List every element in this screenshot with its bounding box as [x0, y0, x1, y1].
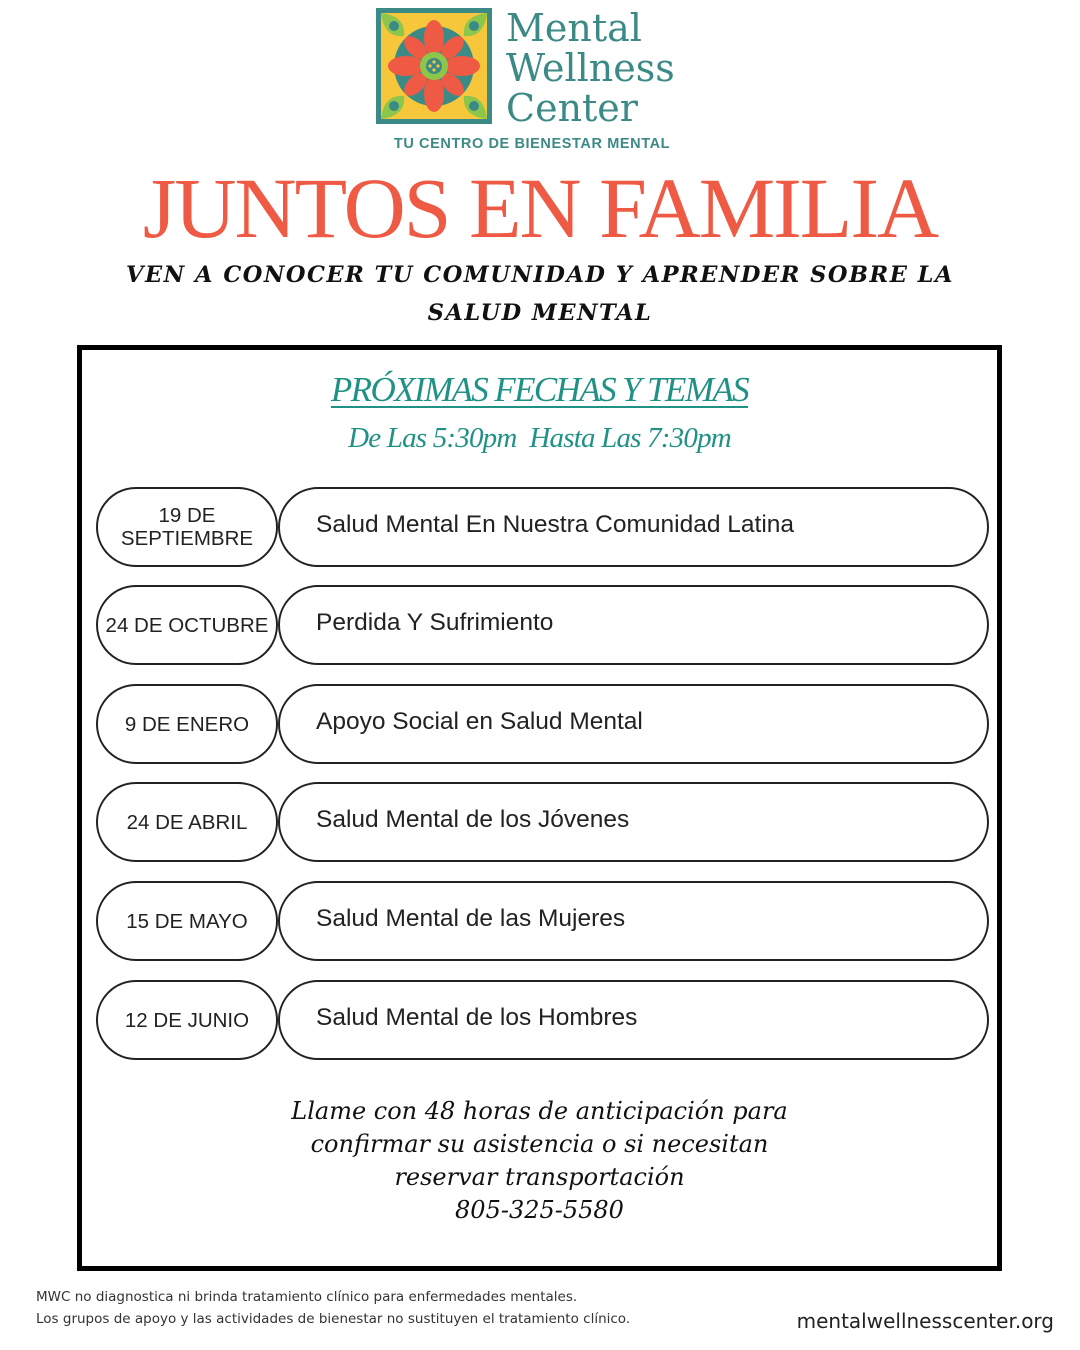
- logo-name-line: Mental: [506, 6, 642, 50]
- schedule-box: [77, 345, 1002, 1271]
- logo: [376, 8, 688, 158]
- session-topic: Salud Mental de las Mujeres: [278, 881, 989, 961]
- rsvp-notice: [82, 1095, 997, 1227]
- schedule-time: De Las 5:30pm Hasta Las 7:30pm: [348, 422, 731, 454]
- session-row: [96, 782, 989, 862]
- schedule-heading: PRÓXIMAS FECHAS Y TEMAS: [330, 370, 749, 409]
- session-date: 9 DE ENERO: [96, 684, 278, 764]
- session-topic: Salud Mental de los Hombres: [278, 980, 989, 1060]
- session-date: 15 DE MAYO: [96, 881, 278, 961]
- session-date: 19 DE SEPTIEMBRE: [96, 487, 278, 567]
- logo-tagline: TU CENTRO DE BIENESTAR MENTAL: [393, 136, 671, 152]
- rsvp-phone: 805-325-5580: [455, 1196, 624, 1224]
- session-row: [96, 487, 989, 567]
- session-date: 12 DE JUNIO: [96, 980, 278, 1060]
- session-topic: Salud Mental de los Jóvenes: [278, 782, 989, 862]
- disclaimer: [36, 1286, 630, 1330]
- rsvp-notice-line: reservar transportación: [394, 1163, 685, 1191]
- rsvp-notice-line: confirmar su asistencia o si necesitan: [310, 1130, 769, 1158]
- session-topic: Apoyo Social en Salud Mental: [278, 684, 989, 764]
- session-topic: Salud Mental En Nuestra Comunidad Latina: [278, 487, 989, 567]
- page-subtitle: VEN A CONOCER TU COMUNIDAD Y APRENDER SOBRE LA SALUD MENTAL: [126, 262, 954, 326]
- website-link[interactable]: mentalwellnesscenter.org: [796, 1309, 1054, 1333]
- disclaimer-line: Los grupos de apoyo y las actividades de bienestar no sustituyen el tratamiento clínico.: [36, 1311, 631, 1327]
- disclaimer-line: MWC no diagnostica ni brinda tratamiento clínico para enfermedades mentales.: [36, 1289, 578, 1305]
- logo-name: [506, 8, 675, 128]
- session-row: [96, 881, 989, 961]
- session-row: [96, 980, 989, 1060]
- session-date: 24 DE ABRIL: [96, 782, 278, 862]
- session-topic: Perdida Y Sufrimiento: [278, 585, 989, 665]
- rsvp-notice-line: Llame con 48 horas de anticipación para: [291, 1097, 788, 1125]
- logo-name-line: Center: [506, 86, 638, 130]
- flower-tile-icon: [376, 8, 492, 124]
- session-row: [96, 684, 989, 764]
- page-title: JUNTOS EN FAMILIA: [142, 160, 938, 256]
- session-date: 24 DE OCTUBRE: [96, 585, 278, 665]
- session-row: [96, 585, 989, 665]
- logo-name-line: Wellness: [506, 46, 675, 90]
